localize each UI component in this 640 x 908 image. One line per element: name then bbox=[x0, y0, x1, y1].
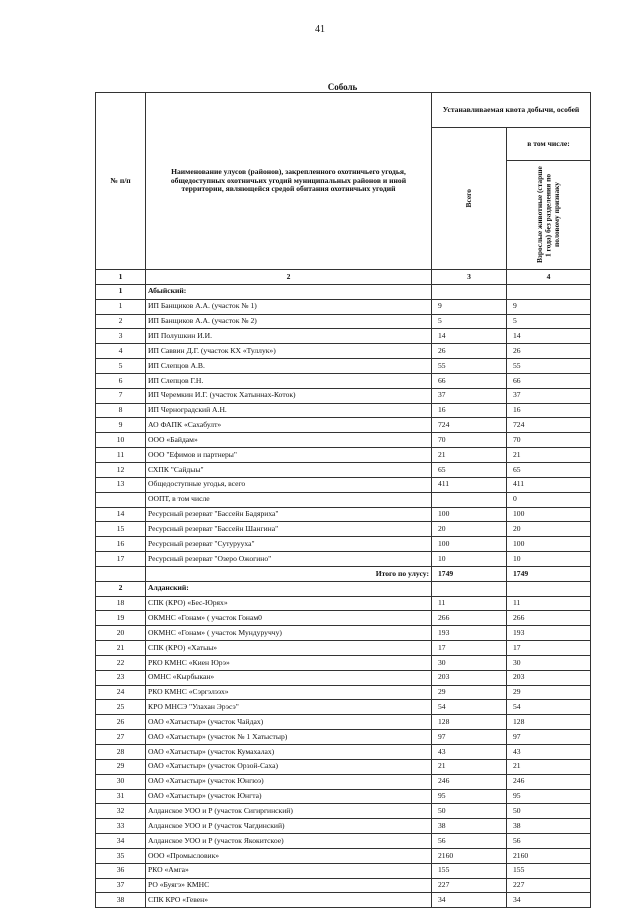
quota-total: 14 bbox=[432, 329, 507, 344]
quota-total: 26 bbox=[432, 344, 507, 359]
hunting-ground-name: АО ФАПК «Сахабулт» bbox=[146, 418, 432, 433]
quota-total: 65 bbox=[432, 462, 507, 477]
quota-total: 155 bbox=[432, 863, 507, 878]
quota-adults: 2160 bbox=[507, 848, 591, 863]
quota-total: 10 bbox=[432, 552, 507, 567]
quota-total: 95 bbox=[432, 789, 507, 804]
header-row-quota bbox=[96, 93, 591, 128]
quota-adults: 21 bbox=[507, 759, 591, 774]
quota-adults bbox=[507, 581, 591, 596]
quota-adults: 65 bbox=[507, 462, 591, 477]
row-number bbox=[96, 566, 146, 581]
quota-adults: 66 bbox=[507, 373, 591, 388]
table-row bbox=[96, 700, 591, 715]
quota-adults: 266 bbox=[507, 611, 591, 626]
quota-total: 5 bbox=[432, 314, 507, 329]
table-row bbox=[96, 893, 591, 908]
quota-total: 21 bbox=[432, 759, 507, 774]
row-number: 23 bbox=[96, 670, 146, 685]
table-row bbox=[96, 759, 591, 774]
hunting-ground-name: ИП Черемкин И.Г. (участок Хатыннах-Коток) bbox=[146, 388, 432, 403]
quota-adults: 9 bbox=[507, 299, 591, 314]
table-row bbox=[96, 403, 591, 418]
hunting-ground-name: ОАО «Хатыстыр» (участок Кумахалах) bbox=[146, 745, 432, 760]
hunting-ground-name: РКО КМНС «Киен Юрэ» bbox=[146, 655, 432, 670]
hunting-ground-name: ОАО «Хатыстыр» (участок Юнгта) bbox=[146, 789, 432, 804]
quota-adults: 20 bbox=[507, 522, 591, 537]
hunting-ground-name: Алданское УОО и Р (участок Сигиргинский) bbox=[146, 804, 432, 819]
hunting-ground-name: ОМНС «Кырбыкан» bbox=[146, 670, 432, 685]
table-row bbox=[96, 507, 591, 522]
quota-total: 100 bbox=[432, 507, 507, 522]
quota-adults: 246 bbox=[507, 774, 591, 789]
table-row bbox=[96, 863, 591, 878]
table-row bbox=[96, 314, 591, 329]
row-number: 5 bbox=[96, 359, 146, 374]
quota-adults: 724 bbox=[507, 418, 591, 433]
quota-total: 56 bbox=[432, 834, 507, 849]
hunting-ground-name: Алданское УОО и Р (участок Якокитское) bbox=[146, 834, 432, 849]
quota-total: 411 bbox=[432, 477, 507, 492]
quota-adults: 95 bbox=[507, 789, 591, 804]
row-number: 26 bbox=[96, 715, 146, 730]
hunting-ground-name: ИП Банщиков А.А. (участок № 2) bbox=[146, 314, 432, 329]
hunting-ground-name: ИП Саввин Д.Г. (участок КХ «Туллук») bbox=[146, 344, 432, 359]
quota-adults: 16 bbox=[507, 403, 591, 418]
row-number: 21 bbox=[96, 641, 146, 656]
hunting-ground-name: Ресурсный резерват "Сутурууха" bbox=[146, 537, 432, 552]
quota-adults: 227 bbox=[507, 878, 591, 893]
hunting-ground-name: ИП Слепцов Г.Н. bbox=[146, 373, 432, 388]
quota-adults: 97 bbox=[507, 730, 591, 745]
quota-total: 37 bbox=[432, 388, 507, 403]
quota-total: 193 bbox=[432, 626, 507, 641]
row-number: 14 bbox=[96, 507, 146, 522]
quota-total: 97 bbox=[432, 730, 507, 745]
table-row bbox=[96, 596, 591, 611]
row-number: 38 bbox=[96, 893, 146, 908]
table-row bbox=[96, 819, 591, 834]
row-number: 1 bbox=[96, 299, 146, 314]
quota-total: 9 bbox=[432, 299, 507, 314]
hunting-ground-name: СПК (КРО) «Бес-Юрях» bbox=[146, 596, 432, 611]
quota-adults: 11 bbox=[507, 596, 591, 611]
quota-adults: 0 bbox=[507, 492, 591, 507]
quota-adults: 37 bbox=[507, 388, 591, 403]
header-adults-cell bbox=[507, 161, 591, 270]
group-row bbox=[96, 284, 591, 299]
row-number: 22 bbox=[96, 655, 146, 670]
hunting-ground-name: ОАО «Хатыстыр» (участок Юнгюэ) bbox=[146, 774, 432, 789]
hunting-ground-name: ОКМНС «Гонам» ( участок Гонам0 bbox=[146, 611, 432, 626]
table-row bbox=[96, 626, 591, 641]
quota-total: 21 bbox=[432, 448, 507, 463]
column-index: 4 bbox=[507, 270, 591, 285]
table-body bbox=[96, 284, 591, 907]
table-title: Соболь bbox=[327, 82, 358, 92]
hunting-ground-name: РКО КМНС «Сэргэлээх» bbox=[146, 685, 432, 700]
quota-adults: 128 bbox=[507, 715, 591, 730]
quota-adults: 155 bbox=[507, 863, 591, 878]
table-row bbox=[96, 344, 591, 359]
table-row bbox=[96, 611, 591, 626]
row-number: 18 bbox=[96, 596, 146, 611]
quota-total: 203 bbox=[432, 670, 507, 685]
table-row bbox=[96, 477, 591, 492]
hunting-ground-name: СПК КРО «Гевен» bbox=[146, 893, 432, 908]
total-label: Итого по улусу: bbox=[146, 566, 432, 581]
row-number: 9 bbox=[96, 418, 146, 433]
hunting-ground-name: ОАО «Хатыстыр» (участок № 1 Хатыстыр) bbox=[146, 730, 432, 745]
row-number: 13 bbox=[96, 477, 146, 492]
table-row bbox=[96, 730, 591, 745]
quota-total bbox=[432, 284, 507, 299]
table-row bbox=[96, 804, 591, 819]
quota-adults: 55 bbox=[507, 359, 591, 374]
quota-adults: 56 bbox=[507, 834, 591, 849]
table-row bbox=[96, 878, 591, 893]
quota-total: 16 bbox=[432, 403, 507, 418]
quota-total: 100 bbox=[432, 537, 507, 552]
row-number: 10 bbox=[96, 433, 146, 448]
hunting-ground-name: РКО «Амга» bbox=[146, 863, 432, 878]
row-number: 30 bbox=[96, 774, 146, 789]
quota-total: 17 bbox=[432, 641, 507, 656]
row-number: 7 bbox=[96, 388, 146, 403]
table-row bbox=[96, 655, 591, 670]
hunting-ground-name: ОАО «Хатыстыр» (участок Орзой-Саха) bbox=[146, 759, 432, 774]
row-number: 28 bbox=[96, 745, 146, 760]
column-index: 3 bbox=[432, 270, 507, 285]
header-total-cell bbox=[432, 128, 507, 270]
row-number: 24 bbox=[96, 685, 146, 700]
table-row bbox=[96, 492, 591, 507]
quota-adults: 21 bbox=[507, 448, 591, 463]
quota-total: 2160 bbox=[432, 848, 507, 863]
table-row bbox=[96, 329, 591, 344]
hunting-ground-name: ООПТ, в том числе bbox=[146, 492, 432, 507]
header-num: № п/п bbox=[96, 93, 146, 270]
quota-total: 227 bbox=[432, 878, 507, 893]
row-number: 3 bbox=[96, 329, 146, 344]
quota-adults: 17 bbox=[507, 641, 591, 656]
quota-adults: 30 bbox=[507, 655, 591, 670]
quota-total: 66 bbox=[432, 373, 507, 388]
quota-total: 29 bbox=[432, 685, 507, 700]
hunting-ground-name: СХПК "Сайдыы" bbox=[146, 462, 432, 477]
row-number: 25 bbox=[96, 700, 146, 715]
quota-total bbox=[432, 581, 507, 596]
quota-adults: 50 bbox=[507, 804, 591, 819]
quota-adults: 43 bbox=[507, 745, 591, 760]
quota-adults: 14 bbox=[507, 329, 591, 344]
quota-total: 30 bbox=[432, 655, 507, 670]
table-row bbox=[96, 418, 591, 433]
quota-adults: 193 bbox=[507, 626, 591, 641]
quota-total: 246 bbox=[432, 774, 507, 789]
hunting-ground-name: Алданское УОО и Р (участок Чагдинский) bbox=[146, 819, 432, 834]
header-adults: Взрослые животные (старше 1 года) без разделения по половому признаку bbox=[534, 166, 561, 264]
hunting-ground-name: ИП Полушкин И.И. bbox=[146, 329, 432, 344]
table-row bbox=[96, 388, 591, 403]
row-number: 36 bbox=[96, 863, 146, 878]
table-row bbox=[96, 834, 591, 849]
quota-total: 54 bbox=[432, 700, 507, 715]
quota-adults bbox=[507, 284, 591, 299]
quota-total: 70 bbox=[432, 433, 507, 448]
quota-total: 128 bbox=[432, 715, 507, 730]
row-number: 2 bbox=[96, 314, 146, 329]
table-row bbox=[96, 685, 591, 700]
quota-table bbox=[95, 92, 591, 908]
hunting-ground-name: ИП Черноградский А.Н. bbox=[146, 403, 432, 418]
hunting-ground-name: ООО «Байдам» bbox=[146, 433, 432, 448]
hunting-ground-name: ОАО «Хатыстыр» (участок Чайдах) bbox=[146, 715, 432, 730]
quota-adults: 1749 bbox=[507, 566, 591, 581]
quota-total: 266 bbox=[432, 611, 507, 626]
column-index: 2 bbox=[146, 270, 432, 285]
table-row bbox=[96, 848, 591, 863]
group-name: Алданский: bbox=[146, 581, 432, 596]
row-number: 15 bbox=[96, 522, 146, 537]
table-row bbox=[96, 670, 591, 685]
quota-total bbox=[432, 492, 507, 507]
quota-adults: 29 bbox=[507, 685, 591, 700]
quota-total: 50 bbox=[432, 804, 507, 819]
hunting-ground-name: Ресурсный резерват "Бассейн Бадяриха" bbox=[146, 507, 432, 522]
quota-adults: 100 bbox=[507, 507, 591, 522]
row-number: 2 bbox=[96, 581, 146, 596]
hunting-ground-name: ООО "Ефимов и партнеры" bbox=[146, 448, 432, 463]
table-row bbox=[96, 299, 591, 314]
quota-adults: 203 bbox=[507, 670, 591, 685]
row-number: 16 bbox=[96, 537, 146, 552]
table-row bbox=[96, 537, 591, 552]
table-row bbox=[96, 373, 591, 388]
header-name: Наименование улусов (районов), закрепленного охотничьего угодья, общедоступных охотничьих угодий муниципальных районов и иной территории, являющейся средой обитания охотничьих угодий bbox=[146, 93, 432, 270]
row-number: 19 bbox=[96, 611, 146, 626]
header-total: Всего bbox=[463, 189, 473, 208]
group-name: Абыйский: bbox=[146, 284, 432, 299]
quota-total: 43 bbox=[432, 745, 507, 760]
quota-adults: 54 bbox=[507, 700, 591, 715]
quota-adults: 10 bbox=[507, 552, 591, 567]
row-number: 4 bbox=[96, 344, 146, 359]
row-number: 6 bbox=[96, 373, 146, 388]
hunting-ground-name: РО «Буягэ» КМНС bbox=[146, 878, 432, 893]
hunting-ground-name: КРО МНСЭ "Улахан Эрэсэ" bbox=[146, 700, 432, 715]
quota-adults: 100 bbox=[507, 537, 591, 552]
quota-total: 1749 bbox=[432, 566, 507, 581]
row-number: 12 bbox=[96, 462, 146, 477]
row-number: 27 bbox=[96, 730, 146, 745]
table-row bbox=[96, 774, 591, 789]
row-number bbox=[96, 492, 146, 507]
hunting-ground-name: ООО «Промысловик» bbox=[146, 848, 432, 863]
table-row bbox=[96, 433, 591, 448]
row-number: 11 bbox=[96, 448, 146, 463]
hunting-ground-name: СПК (КРО) «Хатыы» bbox=[146, 641, 432, 656]
row-number: 32 bbox=[96, 804, 146, 819]
group-row bbox=[96, 581, 591, 596]
quota-adults: 34 bbox=[507, 893, 591, 908]
row-number: 34 bbox=[96, 834, 146, 849]
table-row bbox=[96, 552, 591, 567]
quota-total: 34 bbox=[432, 893, 507, 908]
quota-adults: 70 bbox=[507, 433, 591, 448]
quota-total: 55 bbox=[432, 359, 507, 374]
total-row bbox=[96, 566, 591, 581]
quota-adults: 5 bbox=[507, 314, 591, 329]
page-number: 41 bbox=[315, 24, 325, 35]
hunting-ground-name: Общедоступные угодья, всего bbox=[146, 477, 432, 492]
hunting-ground-name: ИП Банщиков А.А. (участок № 1) bbox=[146, 299, 432, 314]
quota-total: 11 bbox=[432, 596, 507, 611]
hunting-ground-name: ИП Слепцов А.В. bbox=[146, 359, 432, 374]
table-row bbox=[96, 462, 591, 477]
row-number: 1 bbox=[96, 284, 146, 299]
row-number: 37 bbox=[96, 878, 146, 893]
quota-adults: 26 bbox=[507, 344, 591, 359]
table-row bbox=[96, 715, 591, 730]
column-index-row bbox=[96, 270, 591, 285]
table-row bbox=[96, 641, 591, 656]
hunting-ground-name: ОКМНС «Гонам» ( участок Мундуруччу) bbox=[146, 626, 432, 641]
table-row bbox=[96, 789, 591, 804]
quota-total: 38 bbox=[432, 819, 507, 834]
hunting-ground-name: Ресурсный резерват "Бассейн Шангина" bbox=[146, 522, 432, 537]
header-including: в том числе: bbox=[507, 128, 591, 161]
column-index: 1 bbox=[96, 270, 146, 285]
row-number: 17 bbox=[96, 552, 146, 567]
row-number: 35 bbox=[96, 848, 146, 863]
row-number: 31 bbox=[96, 789, 146, 804]
row-number: 29 bbox=[96, 759, 146, 774]
header-quota: Устанавливаемая квота добычи, особей bbox=[432, 93, 591, 128]
quota-adults: 38 bbox=[507, 819, 591, 834]
table-row bbox=[96, 522, 591, 537]
table-row bbox=[96, 745, 591, 760]
hunting-ground-name: Ресурсный резерват "Озеро Ожогино" bbox=[146, 552, 432, 567]
quota-adults: 411 bbox=[507, 477, 591, 492]
row-number: 20 bbox=[96, 626, 146, 641]
quota-total: 20 bbox=[432, 522, 507, 537]
table-row bbox=[96, 359, 591, 374]
row-number: 8 bbox=[96, 403, 146, 418]
table-row bbox=[96, 448, 591, 463]
quota-total: 724 bbox=[432, 418, 507, 433]
row-number: 33 bbox=[96, 819, 146, 834]
